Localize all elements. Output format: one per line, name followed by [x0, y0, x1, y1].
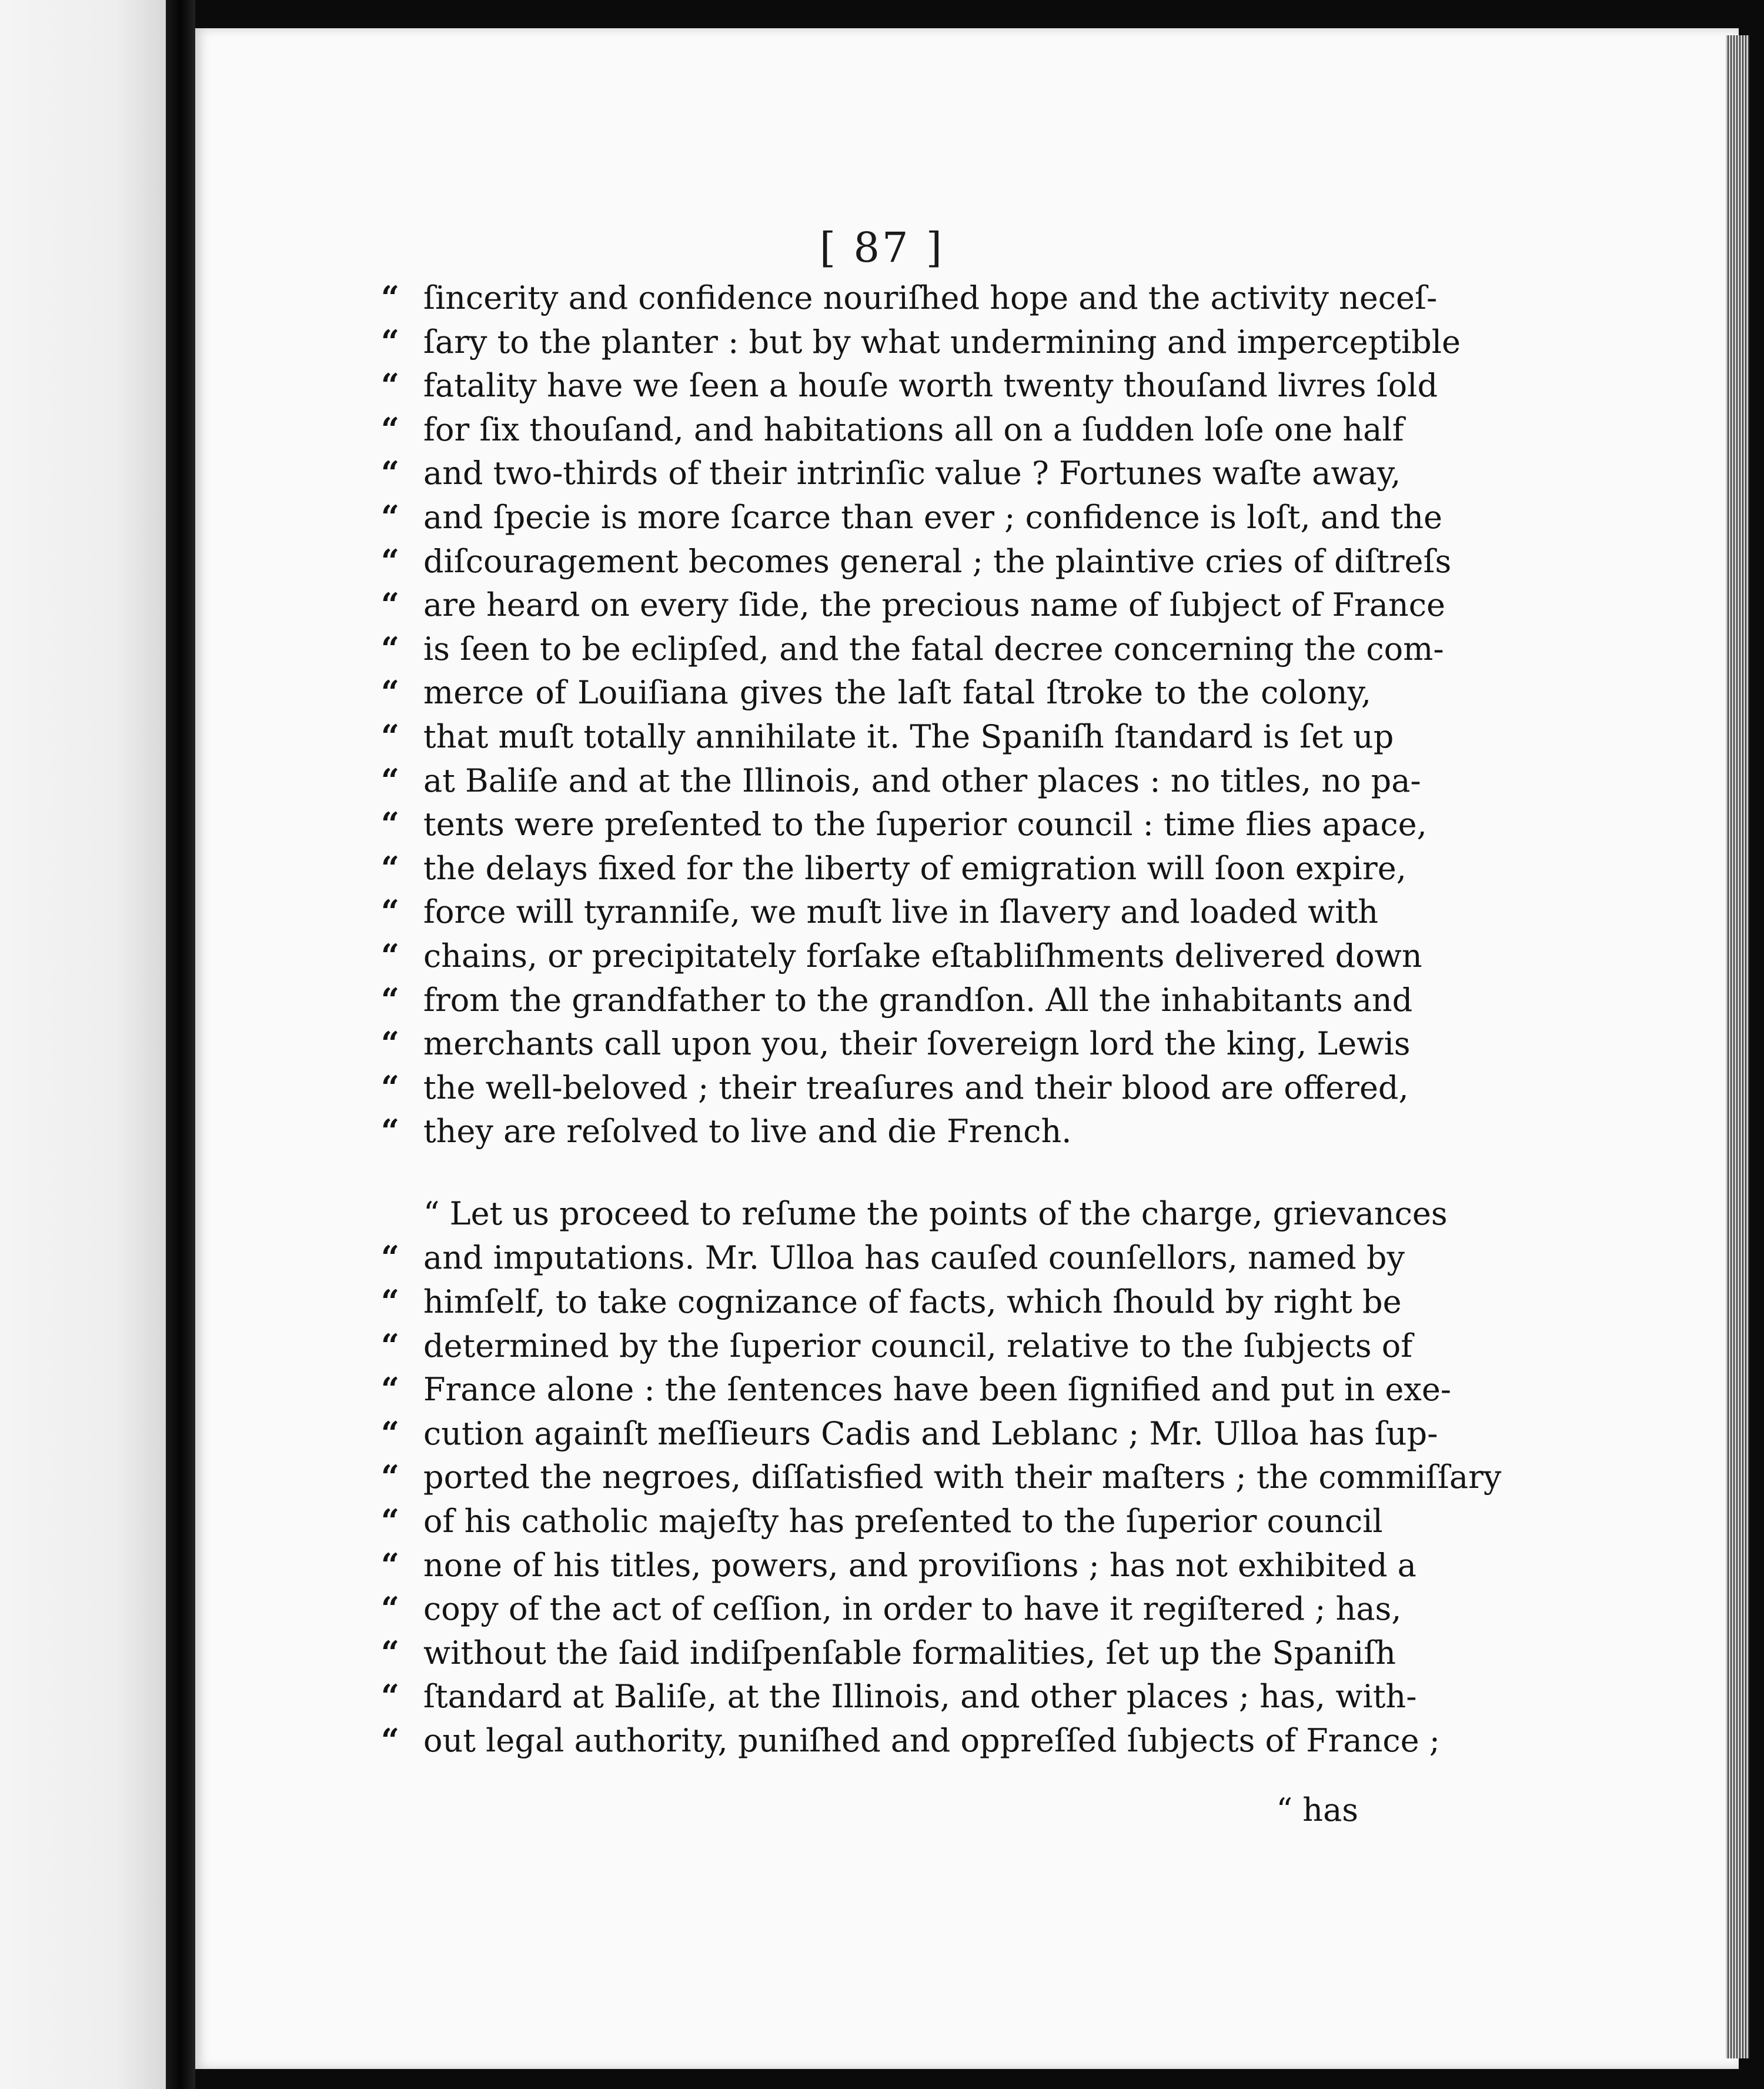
quote-mark: “: [381, 279, 400, 316]
paragraph-2: [381, 1194, 1502, 1766]
quote-mark: “: [381, 673, 400, 712]
text-line: [381, 980, 1413, 1025]
quote-mark: “: [381, 1721, 400, 1759]
line-text: force will tyranniſe, we muſt live in ſlavery and loaded with: [423, 893, 1379, 931]
page-number: [ 87 ]: [819, 223, 945, 272]
quote-mark: “: [381, 936, 400, 975]
quote-mark: “: [381, 410, 400, 448]
text-line: [381, 1326, 1413, 1371]
line-text: chains, or precipitately forſake eſtabliſhments delivered down: [423, 937, 1422, 975]
quote-mark: “: [381, 761, 400, 799]
quote-mark: “: [381, 1546, 400, 1584]
line-text: without the ſaid indiſpenſable formalities, ſet up the Spaniſh: [423, 1634, 1396, 1671]
line-text: that muſt totally annihilate it. The Spaniſh ſtandard is ſet up: [423, 718, 1394, 755]
text-line: [381, 1546, 1416, 1590]
line-text: is ſeen to be eclipſed, and the fatal decree concerning the com-: [423, 630, 1444, 668]
quote-mark: “: [381, 1025, 400, 1063]
line-text: merce of Louiſiana gives the laſt fatal ſtroke to the colony,: [423, 674, 1371, 712]
line-text: France alone : the ſentences have been ſignified and put in exe-: [423, 1371, 1452, 1409]
line-text: ſincerity and confidence nouriſhed hope and the activity neceſ-: [423, 279, 1438, 316]
quote-mark: “: [381, 980, 400, 1019]
quote-mark: “: [381, 1633, 400, 1671]
quote-mark: “: [381, 454, 400, 492]
text-line: [381, 454, 1401, 498]
quote-mark: “: [381, 1068, 400, 1106]
page-edges: [1726, 35, 1749, 2058]
text-line: [381, 1025, 1411, 1069]
line-text: ported the negroes, diſſatisfied with their maſters ; the commiſſary: [423, 1459, 1502, 1496]
line-text: himſelf, to take cognizance of facts, which ſhould by right be: [423, 1283, 1402, 1321]
quote-mark: “: [381, 805, 400, 843]
quote-mark: “: [381, 366, 400, 405]
line-text: cution againſt meſſieurs Cadis and Leblanc ; Mr. Ulloa has ſup-: [423, 1414, 1438, 1452]
line-text: the well-beloved ; their treaſures and their blood are offered,: [423, 1069, 1409, 1106]
text-line: [381, 1283, 1402, 1327]
line-text: are heard on every ſide, the precious name of ſubject of France: [423, 586, 1445, 624]
quote-mark: “: [381, 1414, 400, 1452]
quote-mark: “: [381, 717, 400, 755]
quote-mark: “: [381, 1239, 400, 1277]
text-line: [381, 1458, 1502, 1502]
quote-mark: “: [381, 498, 400, 536]
line-text: and ſpecie is more ſcarce than ever ; confidence is loſt, and the: [423, 498, 1442, 536]
quote-mark: “: [381, 1112, 400, 1150]
line-text: the delays fixed for the liberty of emigration will ſoon expire,: [423, 849, 1406, 887]
catchword: “ has: [1276, 1791, 1358, 1828]
line-text: and imputations. Mr. Ulloa has cauſed counſellors, named by: [423, 1239, 1405, 1277]
text-line: [381, 1239, 1405, 1283]
text-line: [381, 1633, 1396, 1678]
text-line: [381, 673, 1371, 718]
text-line: [381, 1112, 1371, 1156]
line-text: diſcouragement becomes general ; the plaintive cries of diſtreſs: [423, 542, 1452, 580]
quote-mark: “: [381, 849, 400, 887]
line-text: they are reſolved to live and die French.: [423, 1113, 1072, 1150]
line-text: “ Let us proceed to reſume the points of the charge, grievances: [423, 1194, 1448, 1232]
quote-mark: “: [381, 893, 400, 931]
line-text: from the grandfather to the grandſon. All the inhabitants and: [423, 981, 1413, 1019]
text-line: [381, 498, 1442, 542]
quote-mark: “: [381, 629, 400, 668]
text-line: [381, 279, 1438, 323]
quote-mark: “: [381, 1458, 400, 1496]
body-text: [381, 279, 1502, 1766]
text-line: [381, 629, 1444, 674]
text-line: [381, 366, 1438, 411]
quote-mark: “: [381, 586, 400, 624]
text-line: [381, 893, 1379, 937]
text-line: [381, 1414, 1438, 1459]
text-line: [381, 322, 1461, 367]
quote-mark: “: [381, 1677, 400, 1716]
line-text: copy of the act of ceſſion, in order to have it regiſtered ; has,: [423, 1590, 1402, 1628]
paragraph-1: [381, 279, 1461, 1156]
text-line: [381, 1370, 1452, 1414]
line-text: fatality have we ſeen a houſe worth twenty thouſand livres ſold: [423, 367, 1438, 405]
text-line: [381, 717, 1394, 762]
text-line: [381, 1590, 1402, 1634]
line-text: and two-thirds of their intrinſic value ? Fortunes waſte away,: [423, 455, 1401, 492]
line-text: none of his titles, powers, and proviſions ; has not exhibited a: [423, 1546, 1416, 1584]
quote-mark: “: [381, 1326, 400, 1364]
text-line: [381, 1677, 1417, 1721]
line-text: out legal authority, puniſhed and oppreſſed ſubjects of France ;: [423, 1722, 1440, 1759]
quote-mark: “: [381, 1502, 400, 1540]
text-line: [381, 1502, 1383, 1546]
quote-mark: “: [381, 1370, 400, 1409]
text-line: [381, 1721, 1440, 1766]
line-text: for ſix thouſand, and habitations all on a ſudden loſe one half: [423, 411, 1404, 448]
line-text: at Baliſe and at the Illinois, and other places : no titles, no pa-: [423, 762, 1421, 799]
facing-page: [0, 0, 166, 2089]
quote-mark: “: [381, 542, 400, 580]
text-line: [381, 1194, 1448, 1239]
text-line: [381, 849, 1406, 893]
text-line: [381, 542, 1452, 586]
text-line: [381, 1068, 1409, 1113]
line-text: tents were preſented to the ſuperior council : time flies apace,: [423, 806, 1427, 843]
quote-mark: “: [381, 1283, 400, 1321]
paragraph-gap: [381, 1156, 1371, 1195]
text-line: [381, 805, 1427, 849]
book-gutter: [166, 0, 195, 2089]
line-text: ſtandard at Baliſe, at the Illinois, and other places ; has, with-: [423, 1678, 1417, 1716]
quote-mark: “: [381, 1590, 400, 1628]
line-text: merchants call upon you, their ſovereign lord the king, Lewis: [423, 1025, 1411, 1063]
line-text: of his catholic majeſty has preſented to the ſuperior council: [423, 1503, 1383, 1540]
line-text: determined by the ſuperior council, relative to the ſubjects of: [423, 1327, 1413, 1364]
text-line: [381, 761, 1421, 806]
text-line: [381, 936, 1422, 981]
quote-mark: “: [381, 322, 400, 361]
text-line: [381, 410, 1404, 455]
text-line: [381, 586, 1445, 630]
line-text: ſary to the planter : but by what undermining and imperceptible: [423, 323, 1461, 361]
